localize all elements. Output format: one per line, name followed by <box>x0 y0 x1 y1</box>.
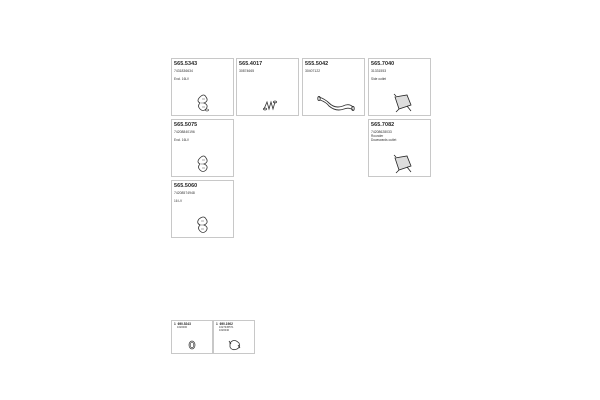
clamp-icon <box>214 333 255 353</box>
part-reference: 7431836634 <box>174 69 193 73</box>
muffler-icon <box>369 87 432 115</box>
part-card-565-7082[interactable] <box>368 119 431 177</box>
part-reference: 1620000 <box>177 326 188 329</box>
flex-pipe-icon <box>172 148 235 176</box>
part-card-565-5343[interactable] <box>171 58 234 116</box>
part-number: 565.5060 <box>174 183 198 189</box>
flex-pipe-icon <box>172 87 235 115</box>
part-card-565-4017[interactable] <box>236 58 299 116</box>
part-number: 565.7040 <box>371 61 395 67</box>
gasket-icon <box>172 333 213 353</box>
part-card-565-5075[interactable] <box>171 119 234 177</box>
quantity-marker: 1 <box>174 322 176 326</box>
part-reference: 74208840196 <box>174 130 195 134</box>
part-note: Excl. 16LV <box>174 138 189 142</box>
part-id: 690.5243 <box>177 322 191 326</box>
part-note: Excl. 16LV <box>174 77 189 81</box>
muffler-icon <box>369 148 432 176</box>
part-note: Rounder Downwards outlet <box>371 134 397 142</box>
part-number: 565.7082 <box>371 122 395 128</box>
part-reference: 1627345571 1620040 <box>219 326 234 332</box>
part-reference: 30407122 <box>305 69 321 73</box>
part-note: 16 LV <box>174 199 183 203</box>
part-card-555-5042[interactable] <box>302 58 365 116</box>
part-reference: 30874665 <box>239 69 255 73</box>
part-id: 690.1962 <box>219 322 233 326</box>
part-card-565-7040[interactable] <box>368 58 431 116</box>
part-reference: 31331553 <box>371 69 387 73</box>
part-number: 555.5042 <box>305 61 329 67</box>
part-number: 565.5343 <box>174 61 198 67</box>
exhaust-pipe-icon <box>303 87 366 115</box>
part-note: Side outlet <box>371 77 387 81</box>
part-number: 565.4017 <box>239 61 263 67</box>
part-number: 565.5075 <box>174 122 198 128</box>
part-card-565-5060[interactable] <box>171 180 234 238</box>
small-part-690-1962[interactable] <box>213 320 255 354</box>
small-part-690-5243[interactable] <box>171 320 213 354</box>
quantity-marker: 1 <box>216 322 218 326</box>
flex-pipe-icon <box>172 209 235 237</box>
spring-icon <box>237 87 300 115</box>
part-reference: 74208628033 <box>371 130 392 134</box>
part-reference: 74208574948 <box>174 191 195 195</box>
